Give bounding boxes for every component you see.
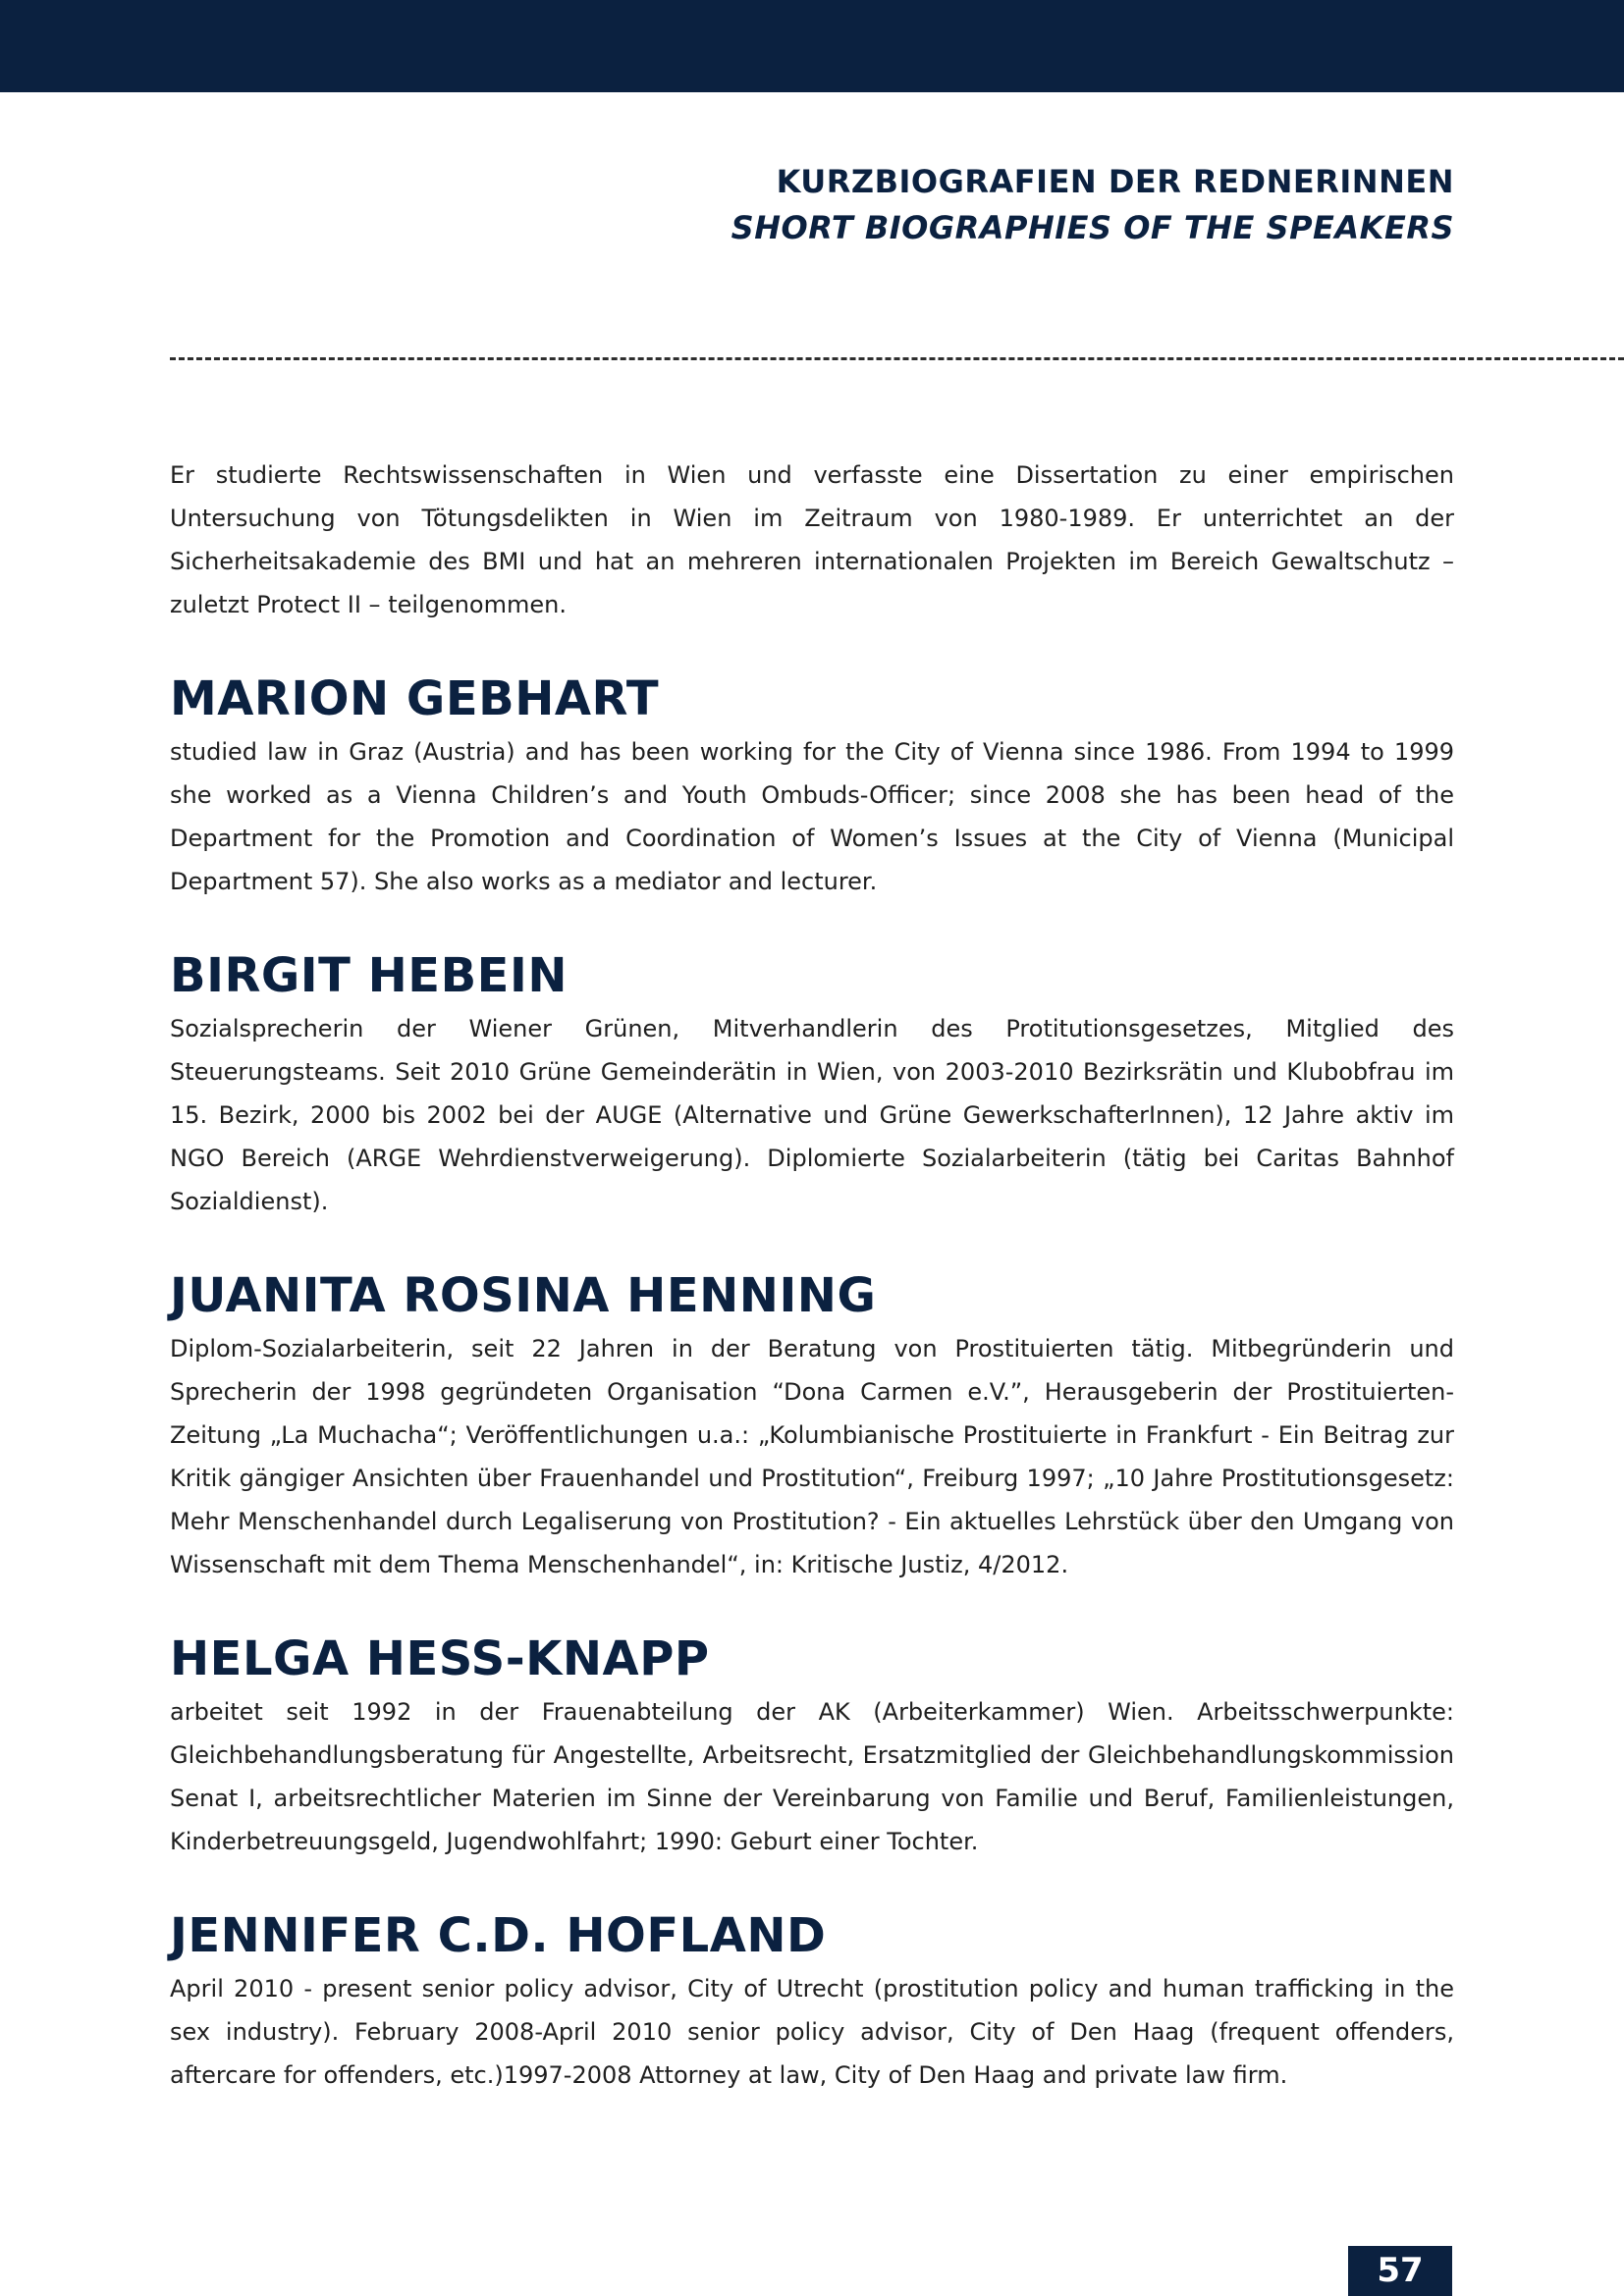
page-number: 57 — [1348, 2246, 1452, 2296]
header-subtitle: SHORT BIOGRAPHIES OF THE SPEAKERS — [731, 209, 1454, 246]
dashed-divider — [170, 357, 1624, 360]
top-color-band — [0, 0, 1624, 92]
speaker-name: JENNIFER C.D. HOFLAND — [170, 1908, 827, 1963]
speaker-name: HELGA HESS-KNAPP — [170, 1631, 710, 1686]
speaker-bio: April 2010 - present senior policy advisor, City of Utrecht (prostitution policy and human trafficking in the sex industry). February 2008-April 2010 senior policy advisor, City of Den Haag (frequent offenders, aftercare for offenders, etc.)1997-2008 Attorney at law, City of Den Haag and private law firm. — [170, 1975, 1454, 2089]
speaker-bio: Diplom-Sozialarbeiterin, seit 22 Jahren in der Beratung von Prostituierten tätig. Mitbegründerin und Sprecherin der 1998 gegründeten Organisation “Dona Carmen e.V.”, Herausgeberin der Prostituierten-Zeitung „La Muchacha“; Veröffentlichungen u.a.: „Kolumbianische Prostituierte in Frankfurt - Ein Beitrag zur Kritik gängiger Ansichten über Frauenhandel und Prostitution“, Freiburg 1997; „10 Jahre Prostitutionsgesetz: Mehr Menschenhandel durch Legaliserung von Prostitution? - Ein aktuelles Lehrstück über den Umgang von Wissenschaft mit dem Thema Menschenhandel“, in: Kritische Justiz, 4/2012. — [170, 1335, 1454, 1578]
bio-content — [170, 454, 1454, 2097]
page-header — [731, 159, 1454, 251]
intro-paragraph: Er studierte Rechtswissenschaften in Wien und verfasste eine Dissertation zu einer empirischen Untersuchung von Tötungsdelikten in Wien im Zeitraum von 1980-1989. Er unterrichtet an der Sicherheitsakademie des BMI und hat an mehreren internationalen Projekten im Bereich Gewaltschutz – zuletzt Protect II – teilgenommen. — [170, 461, 1454, 618]
bio-entry-hofland — [170, 1908, 1454, 2097]
bio-entry-hebein — [170, 948, 1454, 1223]
bio-entry-hess-knapp — [170, 1631, 1454, 1863]
header-title: KURZBIOGRAFIEN DER REDNERINNEN — [776, 163, 1454, 200]
speaker-bio: arbeitet seit 1992 in der Frauenabteilung der AK (Arbeiterkammer) Wien. Arbeitsschwerpunkte: Gleichbehandlungsberatung für Angestellte, Arbeitsrecht, Ersatzmitglied der Gleichbehandlungskommission Senat I, arbeitsrechtlicher Materien im Sinne der Vereinbarung von Familie und Beruf, Familienleistungen, Kinderbetreuungsgeld, Jugendwohlfahrt; 1990: Geburt einer Tochter. — [170, 1698, 1454, 1855]
bio-entry-gebhart — [170, 671, 1454, 903]
speaker-name: MARION GEBHART — [170, 671, 660, 726]
speaker-bio: studied law in Graz (Austria) and has been working for the City of Vienna since 1986. From 1994 to 1999 she worked as a Vienna Children’s and Youth Ombuds-Officer; since 2008 she has been head of the Department for the Promotion and Coordination of Women’s Issues at the City of Vienna (Municipal Department 57). She also works as a mediator and lecturer. — [170, 738, 1454, 895]
speaker-bio: Sozialsprecherin der Wiener Grünen, Mitverhandlerin des Protitutionsgesetzes, Mitglied des Steuerungsteams. Seit 2010 Grüne Gemeinderätin in Wien, von 2003-2010 Bezirksrätin und Klubobfrau im 15. Bezirk, 2000 bis 2002 bei der AUGE (Alternative und Grüne GewerkschafterInnen), 12 Jahre aktiv im NGO Bereich (ARGE Wehrdienstverweigerung). Diplomierte Sozialarbeiterin (tätig bei Caritas Bahnhof Sozialdienst). — [170, 1015, 1454, 1215]
speaker-name: BIRGIT HEBEIN — [170, 948, 568, 1003]
speaker-name: JUANITA ROSINA HENNING — [170, 1268, 877, 1323]
bio-entry-henning — [170, 1268, 1454, 1586]
